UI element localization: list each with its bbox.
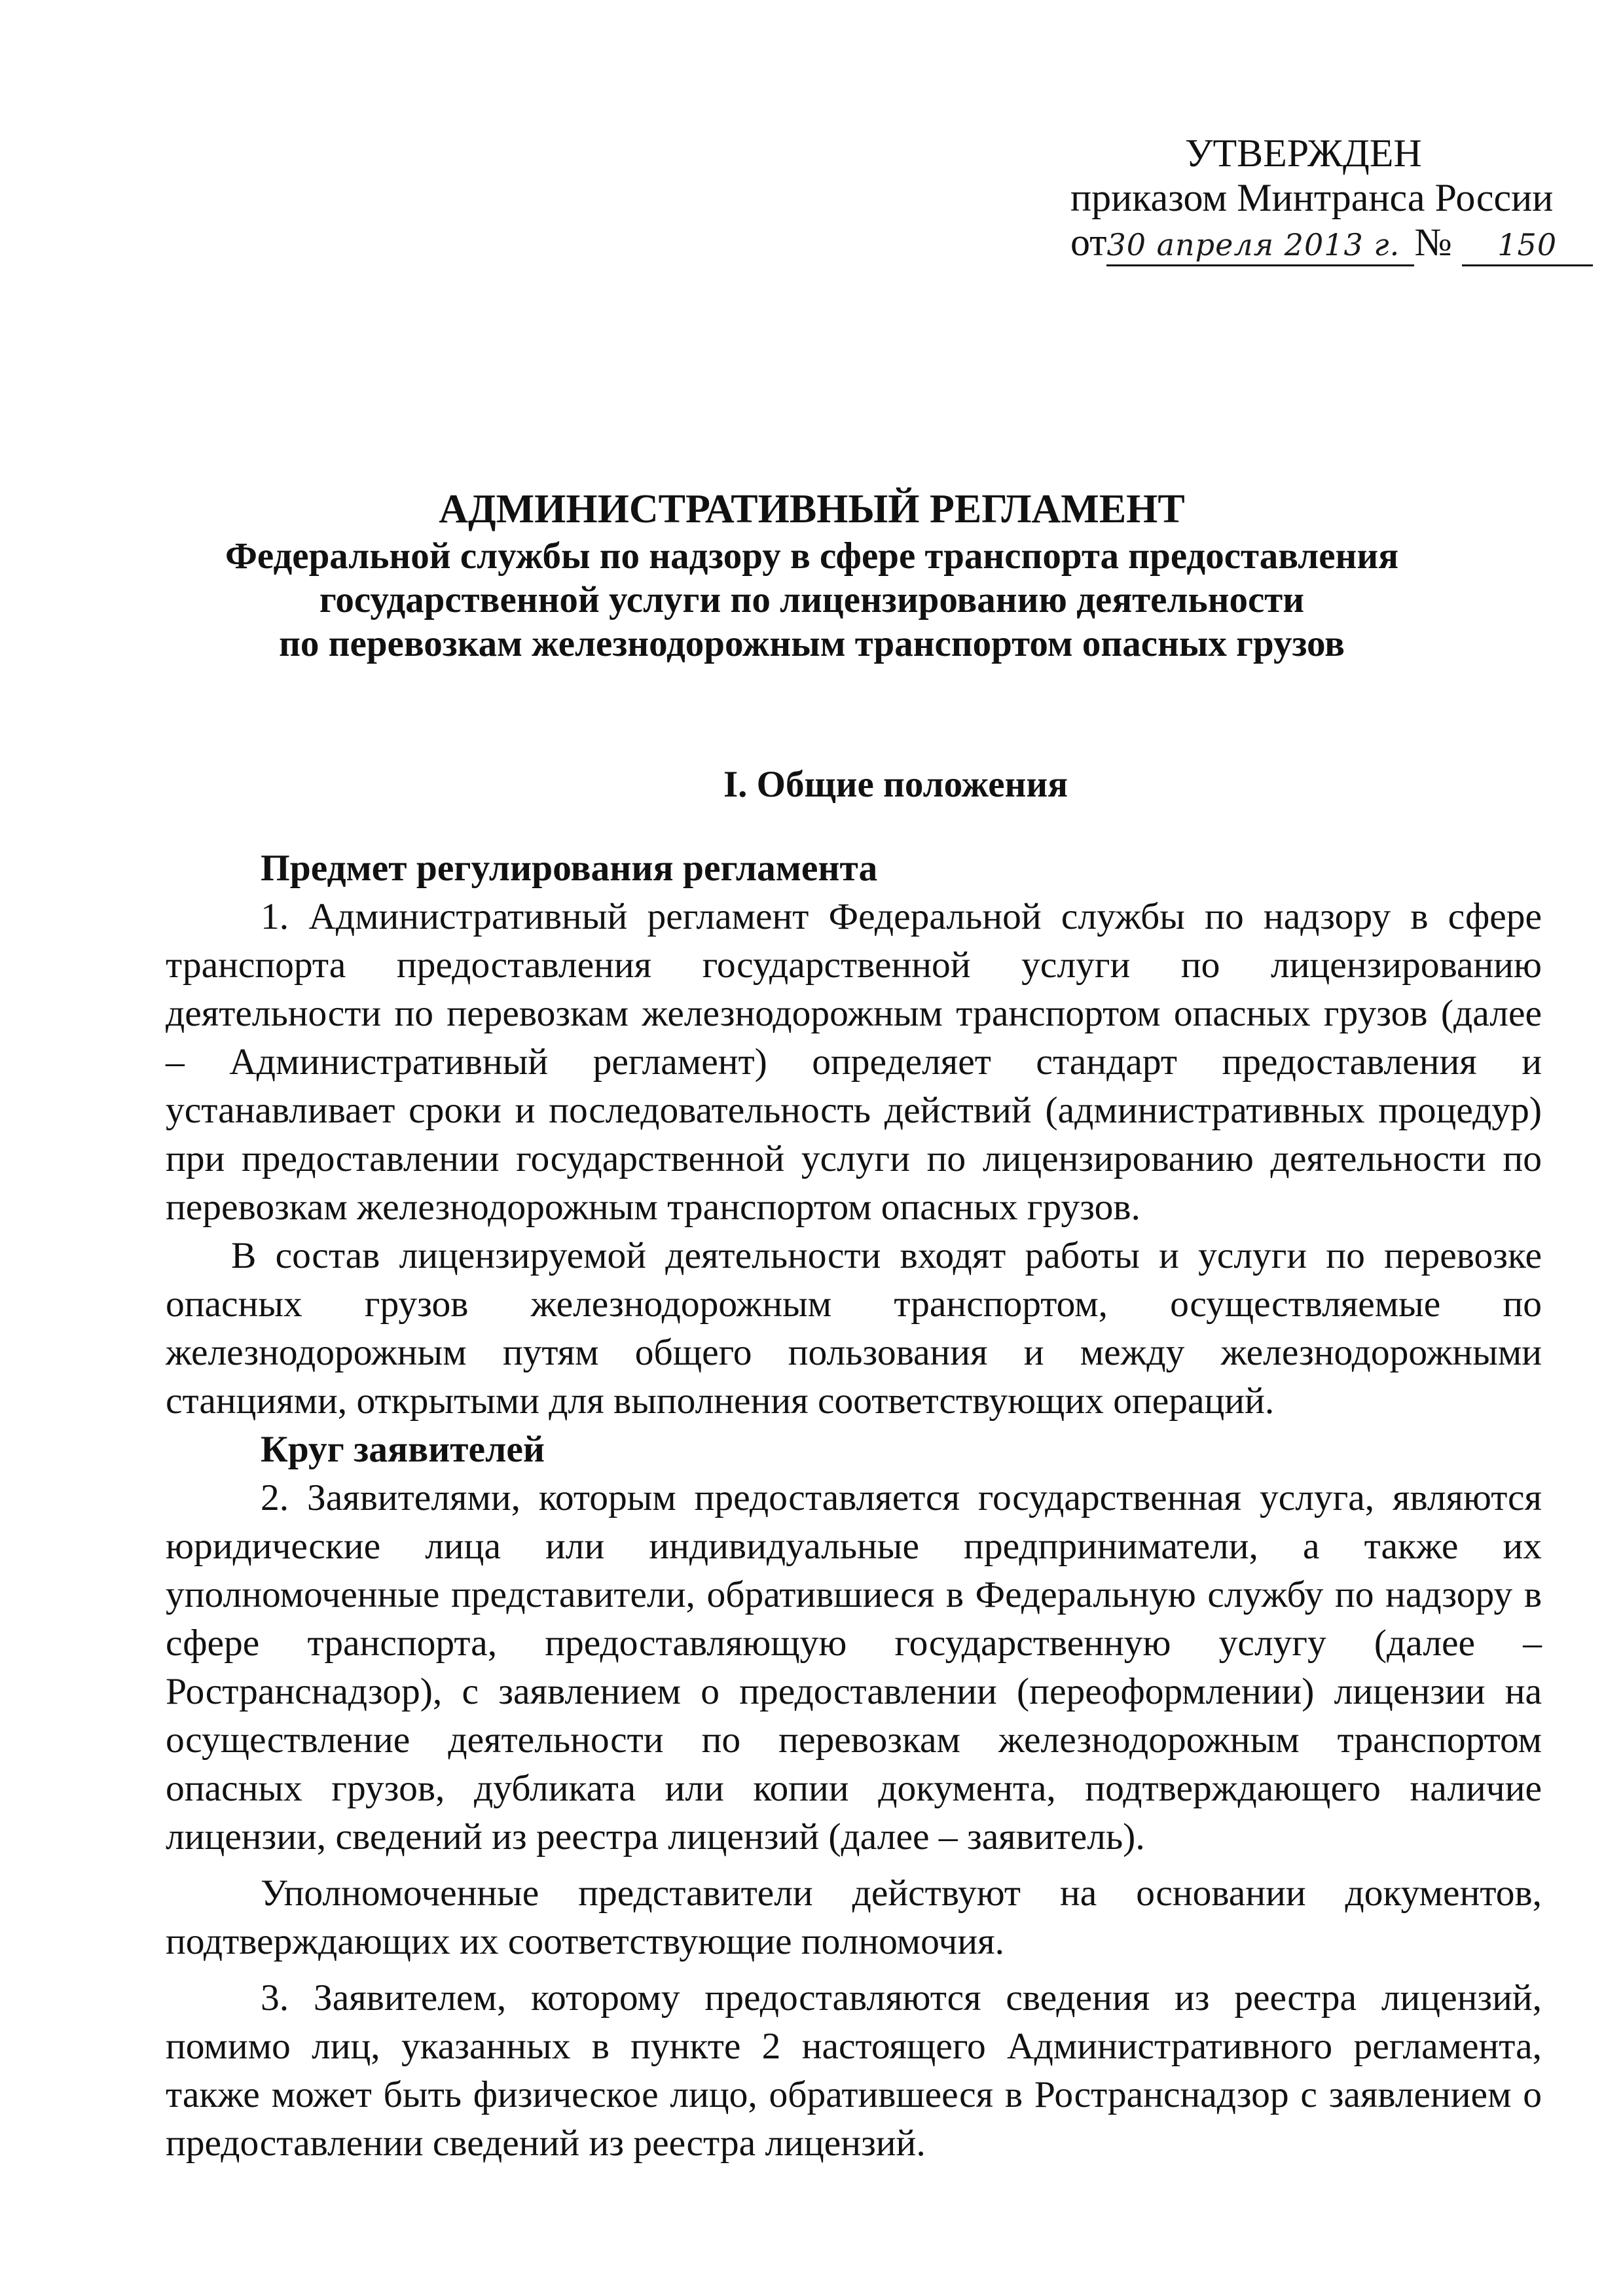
paragraph: 2. Заявителями, которым предоставляется государственная услуга, являются юридические лица или индивидуальные предприниматели, а также их уполномоченные представители, обратившиеся в Федеральную службу по надзору в сфере транспорта, предоставляющую государственную услугу (далее – Ространснадзор), с заявлением о предоставлении (переоформлении) лицензии на осуществление деятельности по перевозкам железнодорожным транспортом опасных грузов, дубликата или копии документа, подтверждающего наличие лицензии, сведений из реестра лицензий (далее – заявитель). (166, 1477, 1542, 1857)
number-label: № (1414, 221, 1452, 264)
section-heading: I. Общие положения (723, 764, 1068, 805)
document-subtitle-line: государственной услуги по лицензированию деятельности (319, 579, 1305, 620)
approval-title: УТВЕРЖДЕН (1185, 132, 1422, 175)
paragraph: Уполномоченные представители действуют на основании документов, подтверждающих их соответствующие полномочия. (166, 1873, 1542, 1962)
document-subtitle-line: по перевозкам железнодорожным транспортом опасных грузов (279, 623, 1345, 664)
approval-date-line (1070, 220, 1558, 266)
from-label: от (1070, 221, 1107, 264)
subheading-subject: Предмет регулирования регламента (261, 848, 878, 889)
handwritten-date: 30 апреля 2013 г. (1106, 223, 1414, 266)
approval-order-line: приказом Минтранса России (1070, 176, 1554, 219)
document-title-block (131, 488, 1493, 666)
paragraph: 3. Заявителем, которому предоставляются сведения из реестра лицензий, помимо лиц, указанных в пункте 2 настоящего Административного регламента, также может быть физическое лицо, обратившееся в Ространснадзор с заявлением о предоставлении сведений из реестра лицензий. (166, 1977, 1542, 2164)
document-title: АДМИНИСТРАТИВНЫЙ РЕГЛАМЕНТ (439, 487, 1185, 531)
handwritten-number: 150 (1462, 224, 1593, 266)
document-body (166, 844, 1542, 2168)
subheading-applicants: Круг заявителей (261, 1429, 545, 1470)
paragraph: 1. Административный регламент Федеральной службы по надзору в сфере транспорта предоставления государственной услуги по лицензированию деятельности по перевозкам железнодорожным транспортом опасных грузов (далее – Административный регламент) определяет стандарт предоставления и устанавливает сроки и последовательность действий (административных процедур) при предоставлении государственной услуги по лицензированию деятельности по перевозкам железнодорожным транспортом опасных грузов. (166, 896, 1542, 1228)
approval-stamp (1070, 131, 1558, 266)
document-subtitle-line: Федеральной службы по надзору в сфере транспорта предоставления (225, 535, 1399, 577)
paragraph: В состав лицензируемой деятельности входят работы и услуги по перевозке опасных грузов железнодорожным транспортом, осуществляемые по железнодорожным путям общего пользования и между железнодорожными станциями, открытыми для выполнения соответствующих операций. (166, 1235, 1542, 1422)
